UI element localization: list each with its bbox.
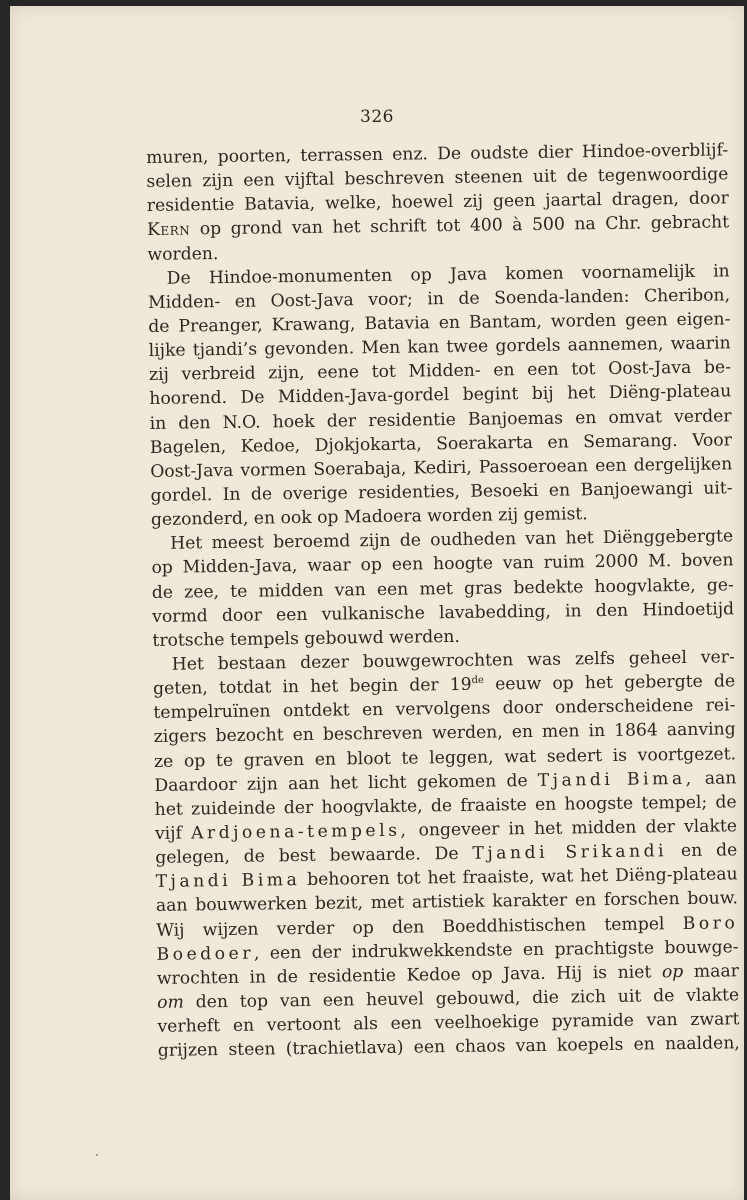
text-line-2: selen zijn een vijftal beschreven steenen uit de tegenwoordige xyxy=(146,164,729,193)
spaced-name-boedoer: Boedoer xyxy=(156,943,255,965)
text-line-29-start: vijf xyxy=(154,823,183,844)
text-line-19: de zee, te midden van een met gras bedekte hoogvlakte, ge- xyxy=(151,574,734,603)
text-line-27-end: aan xyxy=(704,767,737,789)
text-line-24: tempelruïnen ontdekt en vervolgens door onderscheidene rei- xyxy=(153,695,736,724)
text-line-31-rest: behooren tot het fraaiste, wat het Diëng-plateau xyxy=(307,864,738,891)
ordinal-superscript: de xyxy=(471,674,485,687)
text-line-15: gordel. In de overige residenties, Besoeki en Banjoewangi uit- xyxy=(150,478,733,506)
book-page xyxy=(10,6,744,1200)
spaced-name-tjandi-srikandi: Tjandi Srikandi xyxy=(472,841,668,864)
text-line-3: residentie Batavia, welke, hoewel zij geen jaartal dragen, door xyxy=(146,188,729,217)
text-line-30-start: gelegen, de best bewaarde. De xyxy=(155,844,459,869)
text-line-10: zij verbreid zijn, eene tot Midden- en een tot Oost-Java be- xyxy=(148,357,732,386)
text-line-9: lijke tjandi’s gevonden. Men kan twee gordels aannemen, waarin xyxy=(148,333,731,362)
spaced-name-ardjoena-tempels: Ardjoena-tempels, xyxy=(190,820,410,844)
text-line-23-start: geten, totdat in het begin der xyxy=(152,675,439,700)
italic-om: om xyxy=(157,992,185,1013)
text-line-22: Het bestaan dezer bouwgewrochten was zelfs geheel ver- xyxy=(171,647,735,675)
spaced-name-tjandi-bima-2: Tjandi Bima xyxy=(155,870,301,893)
author-name-kern: Kern xyxy=(146,219,191,241)
text-line-23-end: eeuw op het gebergte de xyxy=(495,671,736,695)
text-line-7: Midden- en Oost-Java voor; in de Soenda-landen: Cheribon, xyxy=(147,285,731,313)
text-line-27-start: Daardoor zijn aan het licht gekomen de xyxy=(154,770,528,796)
text-line-4-rest: op grond van het schrift tot 400 à 500 na Chr. gebracht xyxy=(199,212,730,240)
text-line-13: Bagelen, Kedoe, Djokjokarta, Soerakarta en Semarang. Voor xyxy=(149,430,733,458)
text-line-34-rest: , een der indrukwekkendste en prachtigste bouwge- xyxy=(253,936,739,964)
text-line-30-end: en de xyxy=(680,840,738,862)
text-line-12: in den N.O. hoek der residentie Banjoemas en omvat verder xyxy=(149,405,732,434)
text-line-21: trotsche tempels gebouwd werden. xyxy=(152,626,461,651)
century-number: 19 xyxy=(449,674,472,696)
page-number: 326 xyxy=(360,107,394,127)
text-line-17: Het meest beroemd zijn de oudheden van het Diënggebergte xyxy=(170,526,734,554)
paper-speck xyxy=(96,1154,98,1156)
text-line-6: De Hindoe-monumenten op Java komen voornamelijk in xyxy=(166,261,730,289)
text-line-33-start: Wij wijzen verder op den Boeddhistischen tempel xyxy=(156,913,665,941)
text-line-32: aan bouwwerken bezit, met artistiek karakter en forschen bouw. xyxy=(155,888,739,917)
body-text xyxy=(146,138,740,1063)
spaced-name-boro: Boro xyxy=(682,912,739,934)
text-line-37: verheft en vertoont als een veelhoekige pyramide van zwart xyxy=(157,1009,740,1037)
text-line-36-rest: den top van een heuvel gebouwd, die zich uit de vlakte xyxy=(195,985,740,1013)
italic-op: op xyxy=(661,961,684,983)
text-line-38: grijzen steen (trachietlava) een chaos van koepels en naalden, xyxy=(157,1033,740,1062)
text-line-5: worden. xyxy=(147,243,219,265)
text-line-28: het zuideinde der hoogvlakte, de fraaiste en hoogste tempel; de xyxy=(154,792,737,820)
text-line-20: vormd door een vulkanische lavabedding, in den Hindoetijd xyxy=(152,599,735,627)
spaced-name-tjandi-bima: Tjandi Bima, xyxy=(537,768,695,791)
text-line-29-end: ongeveer in het midden der vlakte xyxy=(418,816,738,841)
text-line-26: ze op te graven en bloot te leggen, wat sedert is voortgezet. xyxy=(153,743,737,772)
text-line-35-start: wrochten in de residentie Kedoe op Java. Hij is niet xyxy=(156,962,652,989)
text-line-18: op Midden-Java, waar op een hoogte van ruim 2000 M. boven xyxy=(151,550,734,579)
text-line-8: de Preanger, Krawang, Batavia en Bantam, worden geen eigen- xyxy=(148,309,731,337)
text-line-11: hoorend. De Midden-Java-gordel begint bij het Diëng-plateau xyxy=(149,381,732,410)
text-line-14: Oost-Java vormen Soerabaja, Kediri, Passoeroean een dergelijken xyxy=(150,454,733,482)
text-line-1: muren, poorten, terrassen enz. De oudste dier Hindoe-overblijf- xyxy=(146,140,729,168)
text-line-25: zigers bezocht en beschreven werden, en men in 1864 aanving xyxy=(153,719,736,748)
text-line-35-end: maar xyxy=(693,961,739,982)
text-line-16: gezonderd, en ook op Madoera worden zij gemist. xyxy=(150,504,588,531)
